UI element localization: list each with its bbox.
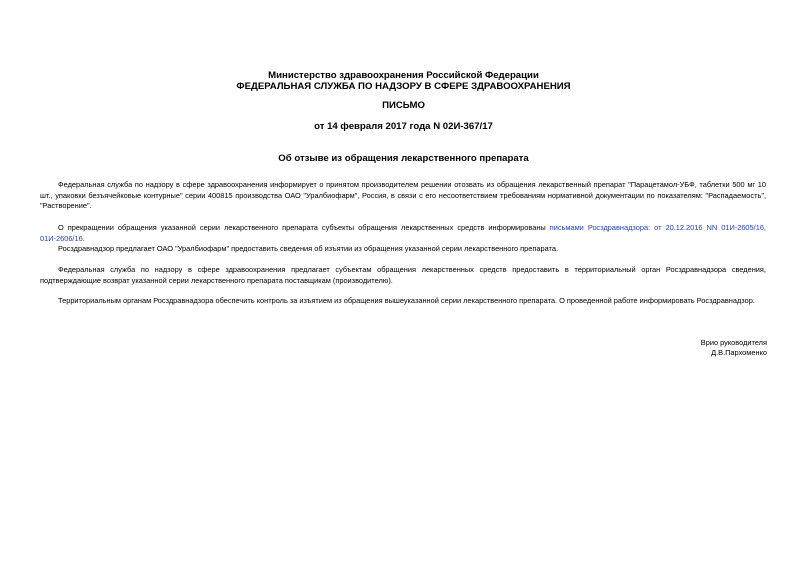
letters-link[interactable]: письмами Росздравнадзора: от 20.12.2016 NN 01И-2605/16, 01И-2606/16 — [40, 223, 766, 243]
paragraph-control: Территориальным органам Росздравнадзора обеспечить контроль за изъятием из обращения вышеуказанной серии лекарственного препарата. О проведенной работе информировать Росздравнадзор. — [58, 296, 755, 305]
paragraph-recall-info: Федеральная служба по надзору в сфере здравоохранения информирует о принятом производителем решении отозвать из обращения лекарственный препарат "Парацетамол-УБФ, таблетки 500 мг 10 шт., упаковки безъячейковые контурные" серии 400815 производства ОАО "Уралбиофарм", Россия, в связи с его несоответствием требованиям нормативной документации по показателям: "Распадаемость", "Растворение". — [40, 180, 766, 210]
service-title: ФЕДЕРАЛЬНАЯ СЛУЖБА ПО НАДЗОРУ В СФЕРЕ ЗДРАВООХРАНЕНИЯ — [236, 81, 571, 92]
signatory-position: Врио руководителя — [700, 338, 767, 347]
paragraph-text: О прекращении обращения указанной серии лекарственного препарата субъекты обращения лекарственных средств информированы — [58, 223, 550, 232]
paragraph-manufacturer-request: Росздравнадзор предлагает ОАО "Уралбиофарм" предоставить сведения об изъятии из обращения указанной серии лекарственного препарата. — [58, 244, 559, 253]
document-type: ПИСЬМО — [382, 100, 425, 111]
signatory-name: Д.В.Пархоменко — [711, 348, 767, 357]
ministry-title: Министерство здравоохранения Российской Федерации — [268, 70, 539, 81]
paragraph-return-info: Федеральная служба по надзору в сфере здравоохранения предлагает субъектам обращения лекарственных средств предоставить в территориальный орган Росздравнадзора сведения, подтверждающие возврат указанной серии лекарственного препарата поставщикам (производителю). — [40, 265, 766, 285]
document-date-number: от 14 февраля 2017 года N 02И-367/17 — [314, 121, 493, 132]
document-subject: Об отзыве из обращения лекарственного препарата — [278, 153, 529, 164]
paragraph-text-end: . — [82, 233, 85, 243]
paragraph-circulation-stop — [40, 223, 766, 244]
